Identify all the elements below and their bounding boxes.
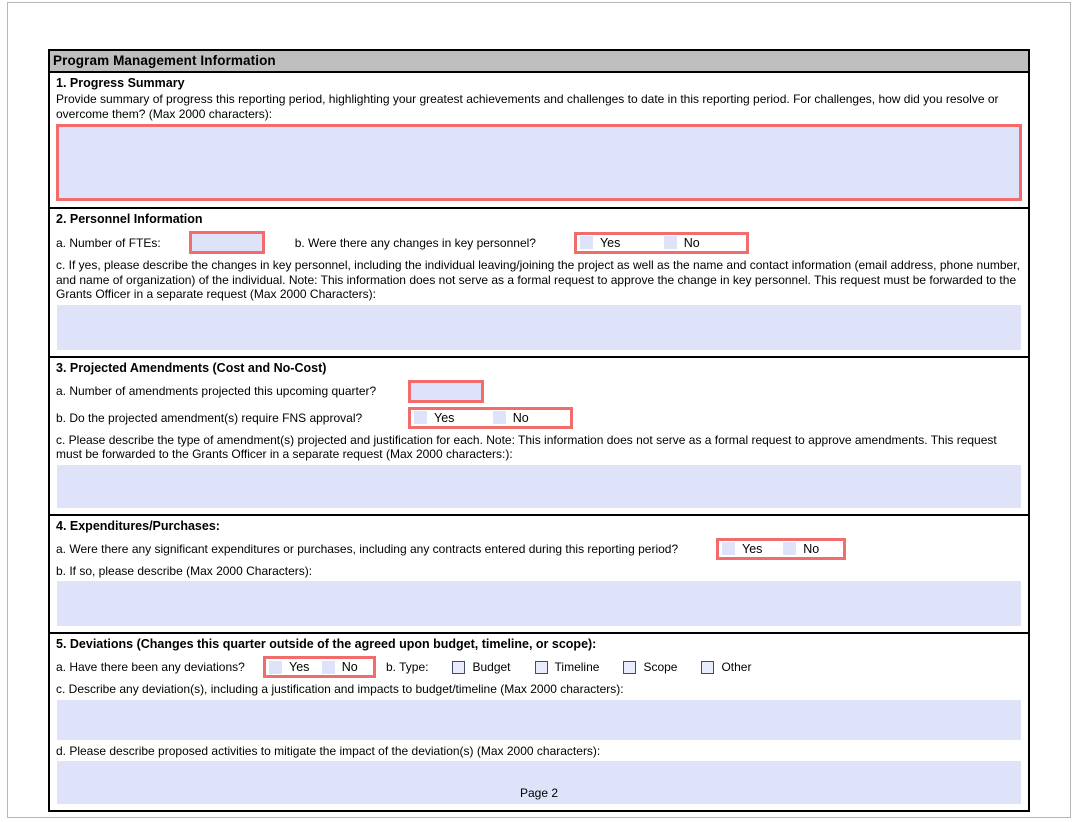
key-personnel-yes-checkbox[interactable] [580,236,593,249]
yes-label: Yes [599,235,621,250]
amendments-count-label: a. Number of amendments projected this upcoming quarter? [56,384,377,398]
key-personnel-yesno-group [574,232,749,254]
type-scope-checkbox[interactable] [623,661,636,674]
type-budget-checkbox[interactable] [452,661,465,674]
page-number: Page 2 [519,786,559,800]
fns-approval-no-checkbox[interactable] [493,411,506,424]
amendments-count-input[interactable] [408,380,484,403]
type-scope-label: Scope [643,660,678,674]
type-other-label: Other [721,660,752,674]
section-expenditures-purchases [50,516,1028,635]
section-3-title: 3. Projected Amendments (Cost and No-Cost) [56,360,327,375]
form-section-header [50,51,1028,73]
no-label: No [341,660,358,674]
fns-approval-yesno-group [408,407,573,429]
expenditures-description-textarea[interactable] [57,581,1021,626]
deviations-yesno-group [263,656,376,678]
yes-label: Yes [742,541,763,556]
expenditures-question: a. Were there any significant expenditures or purchases, including any contracts entered during this reporting period? [56,541,679,556]
deviation-type-label: b. Type: [386,660,429,674]
expenditures-no-checkbox[interactable] [783,542,796,555]
deviations-no-checkbox[interactable] [322,661,335,674]
deviations-question: a. Have there been any deviations? [56,660,245,674]
section-personnel-information [50,209,1028,358]
type-timeline-label: Timeline [554,660,600,674]
ftes-label: a. Number of FTEs: [56,235,161,250]
deviation-description-textarea[interactable] [57,700,1021,740]
section-5-title: 5. Deviations (Changes this quarter outside of the agreed upon budget, timeline, or scope): [56,637,597,651]
yes-label: Yes [289,660,310,674]
progress-summary-textarea[interactable] [56,124,1022,201]
section-2-title: 2. Personnel Information [56,212,203,226]
no-label: No [683,235,700,250]
key-personnel-no-checkbox[interactable] [664,236,677,249]
amendments-description-textarea[interactable] [57,465,1021,508]
expenditures-yes-checkbox[interactable] [722,542,735,555]
fns-approval-question: b. Do the projected amendment(s) require FNS approval? [56,410,363,425]
program-management-form [48,49,1030,812]
key-personnel-changes-textarea[interactable] [57,305,1021,350]
section-5-d-label: d. Please describe proposed activities to mitigate the impact of the deviation(s) (Max 2000 characters): [56,743,601,758]
section-2-c-text: c. If yes, please describe the changes in key personnel, including the individual leaving/joining the project as well as the name and contact information (email address, phone number, and name of organization) of the individual. Note: This information does not serve as a formal request to approve the change in key personnel. This request must be forwarded to the Grants Officer in a separate request (Max 2000 Characters): [56,258,1020,301]
section-projected-amendments [50,358,1028,516]
type-timeline-checkbox[interactable] [535,661,548,674]
fns-approval-yes-checkbox[interactable] [414,411,427,424]
section-5-c-label: c. Describe any deviation(s), including a justification and impacts to budget/timeline (Max 2000 characters): [56,682,624,696]
pdf-page [7,2,1071,818]
ftes-input[interactable] [189,231,265,254]
section-1-description: Provide summary of progress this reporting period, highlighting your greatest achievements and challenges to date in this reporting period. For challenges, how did you resolve or overcome them? (Max 2000 characters): [56,92,999,121]
key-personnel-question: b. Were there any changes in key personnel? [294,235,536,250]
section-3-c-text: c. Please describe the type of amendment(s) projected and justification for each. Note: This information does not serve as a formal request to approve amendments. This request must be forwarded to the Grants Officer in a separate request (Max 2000 characters:): [56,432,997,461]
section-progress-summary [50,73,1028,209]
section-deviations [50,634,1028,810]
no-label: No [803,541,820,556]
section-1-title: 1. Progress Summary [56,76,185,90]
type-budget-label: Budget [472,660,511,674]
deviations-yes-checkbox[interactable] [269,661,282,674]
type-other-checkbox[interactable] [701,661,714,674]
no-label: No [512,410,529,425]
yes-label: Yes [434,410,455,425]
expenditures-yesno-group [716,538,846,560]
section-4-title: 4. Expenditures/Purchases: [56,518,220,533]
form-title: Program Management Information [53,53,276,68]
section-4-b-label: b. If so, please describe (Max 2000 Characters): [56,563,313,578]
